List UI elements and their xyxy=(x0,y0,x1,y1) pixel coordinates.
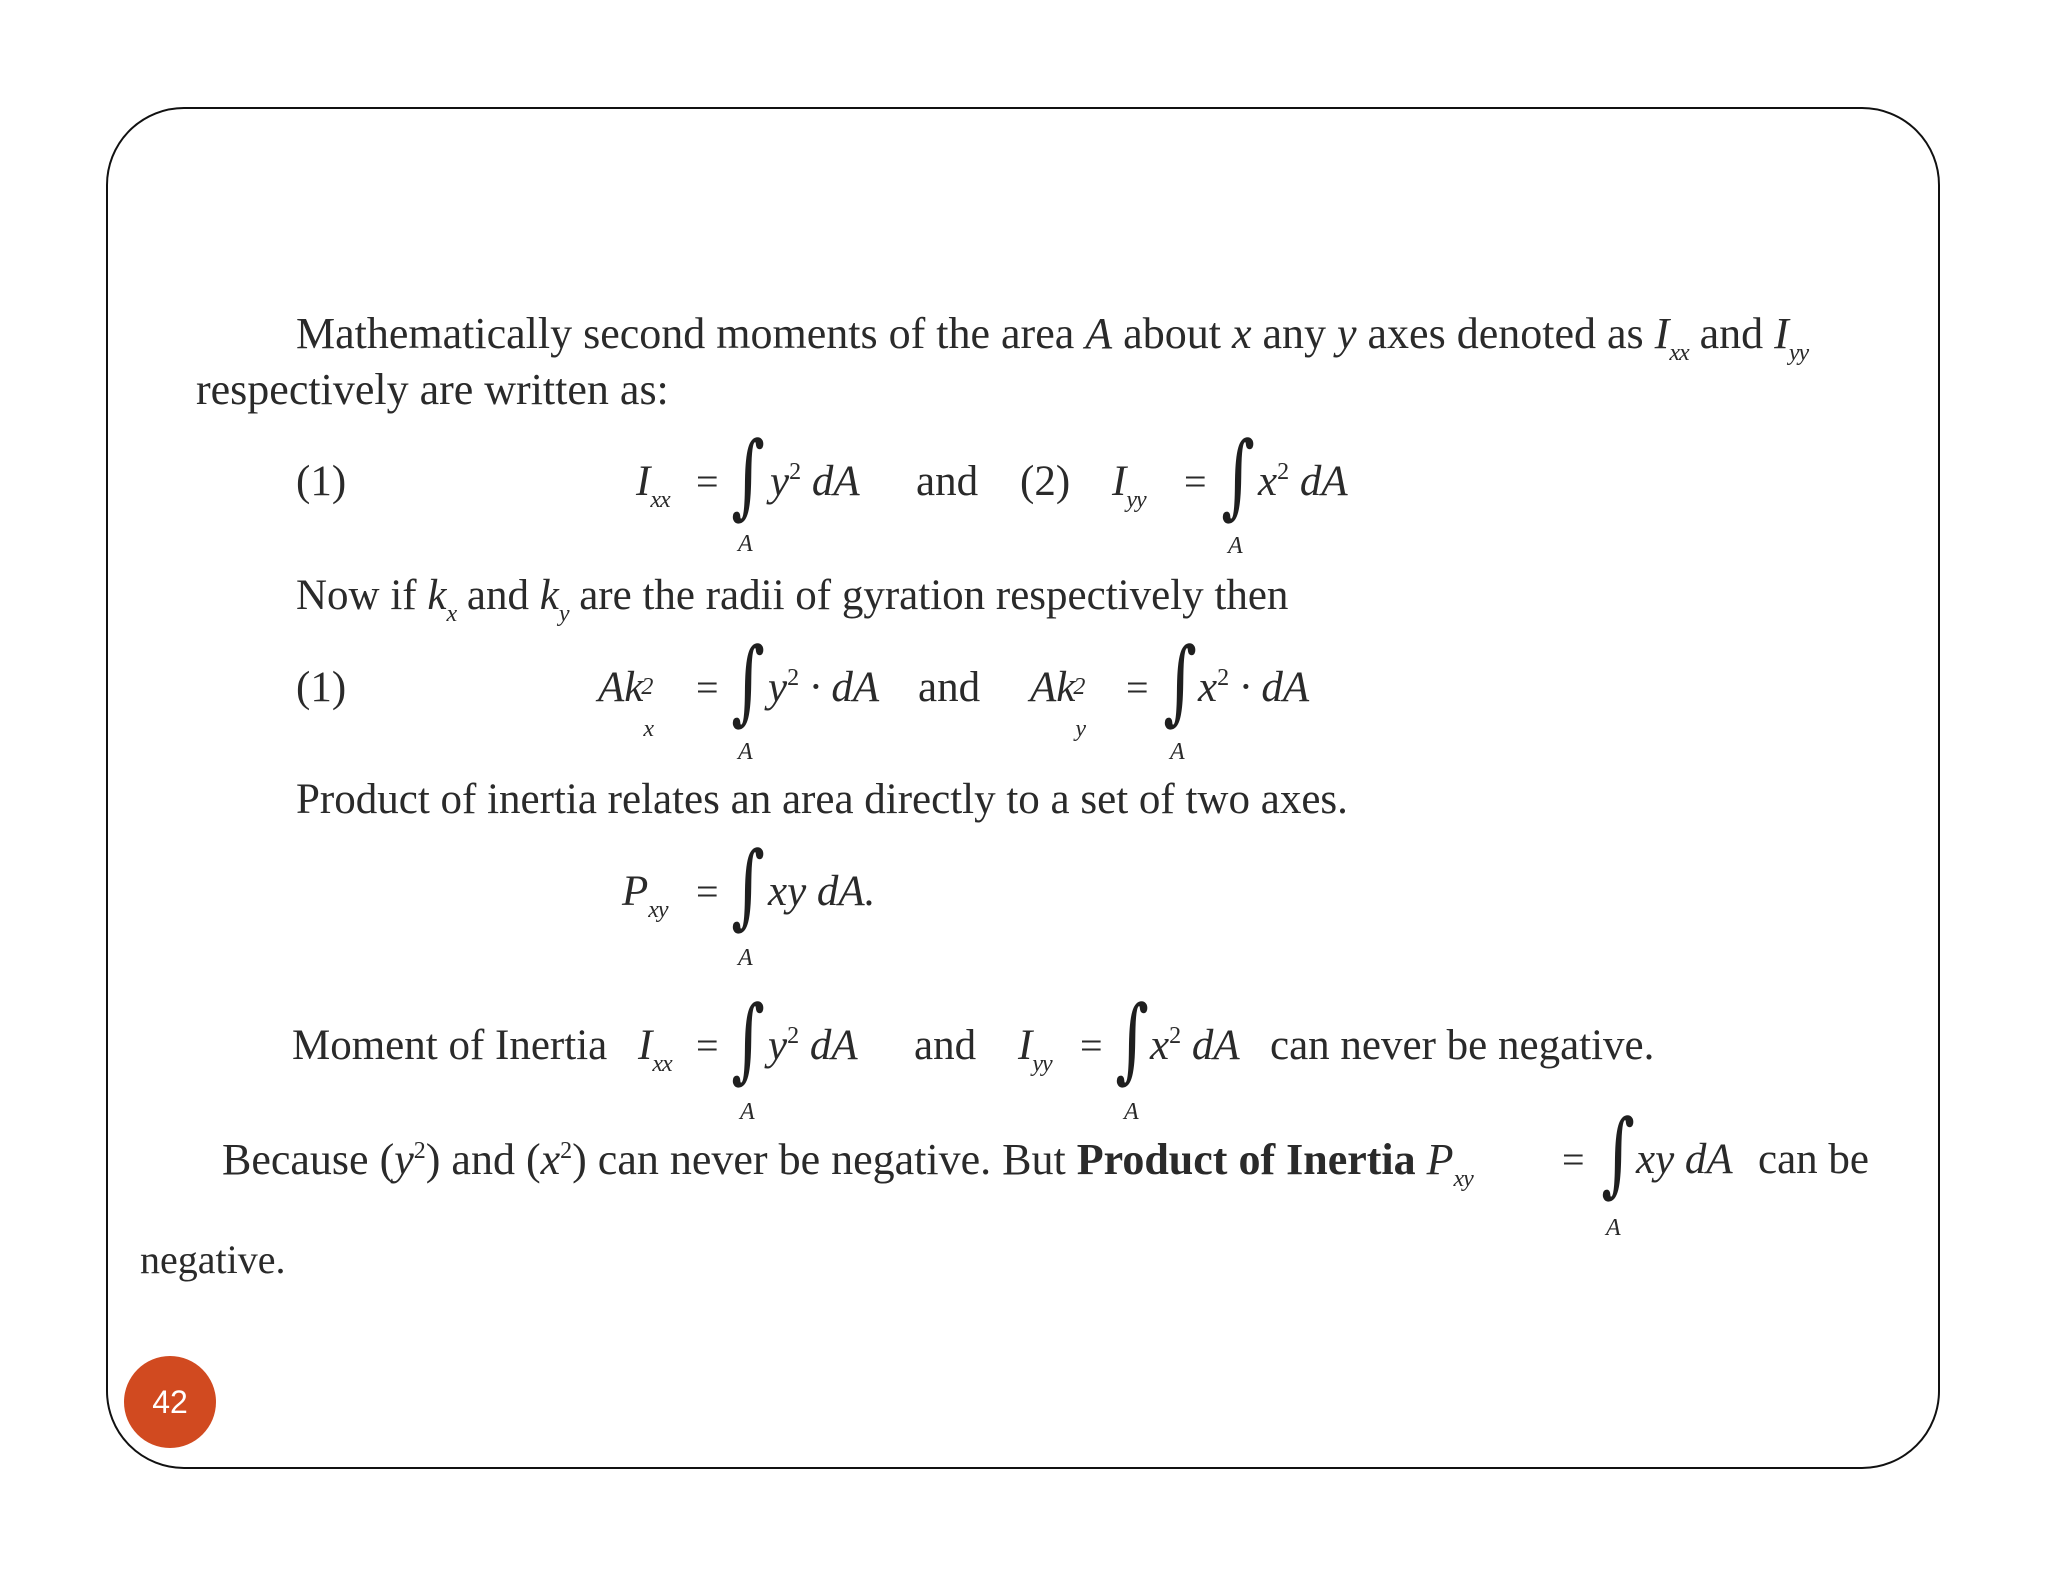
eq1-and: and xyxy=(916,458,979,505)
eq1-limit-2: A xyxy=(1228,533,1243,559)
eq1-lhs2: $I_{yy}$ xyxy=(1112,458,1146,513)
word-any: any xyxy=(1262,309,1326,358)
integral-sign: ∫ xyxy=(731,628,765,735)
eq4-tail: can never be negative. xyxy=(1270,1022,1655,1069)
eq4-equals-2: = xyxy=(1080,1023,1103,1068)
para4-tail: can be xyxy=(1758,1136,1870,1183)
eq4-limit-1: A xyxy=(740,1099,755,1125)
var-Ixx: I xyxy=(1654,309,1670,358)
page-number-badge: 42 xyxy=(124,1356,216,1448)
eq1-integrand-2: $x^2$ dA xyxy=(1258,458,1348,505)
integral-sign: ∫ xyxy=(731,422,765,529)
eq4-integrand-2: $x^2$ dA xyxy=(1150,1022,1240,1069)
var-y: y xyxy=(1337,309,1357,358)
eq2-integrand-1: $y^2$ · dA xyxy=(768,664,880,711)
integral-sign: ∫ xyxy=(1601,1100,1635,1207)
para4-equals: = xyxy=(1562,1137,1585,1182)
para1-line2: respectively are written as: xyxy=(196,365,669,414)
eq4-integrand-1: $y^2$ dA xyxy=(768,1022,858,1069)
eq1-number-2: (2) xyxy=(1020,458,1071,505)
eq3-integrand: xy dA. xyxy=(768,868,876,915)
eq3-limit: A xyxy=(738,945,753,971)
eq2-equals-1: = xyxy=(696,665,719,710)
eq2-number: (1) xyxy=(296,664,347,711)
bold-product-of-inertia: Product of Inertia xyxy=(1076,1135,1416,1184)
para3: Product of inertia relates an area directly to a set of two axes. xyxy=(296,776,1348,823)
eq1-integrand-1: $y^2$ dA xyxy=(770,458,860,505)
eq2-lhs1: Ak 2 x xyxy=(598,664,655,742)
eq4-label: Moment of Inertia xyxy=(292,1022,608,1069)
para4-limit: A xyxy=(1606,1215,1621,1241)
sub-yy: yy xyxy=(1788,340,1809,366)
word-about: about xyxy=(1123,309,1221,358)
eq2-equals-2: = xyxy=(1126,665,1149,710)
eq1-limit-1: A xyxy=(738,531,753,557)
eq1-number-1: (1) xyxy=(296,458,347,505)
eq2-limit-2: A xyxy=(1170,739,1185,765)
var-A: A xyxy=(1085,309,1113,358)
eq4-lhs1: $I_{xx}$ xyxy=(638,1022,672,1077)
var-Iyy: I xyxy=(1774,309,1789,358)
eq2-and: and xyxy=(918,664,981,711)
eq4-and: and xyxy=(914,1022,977,1069)
eq1-equals-2: = xyxy=(1184,459,1207,504)
para4-line1: Because $(y^2)$ and $(x^2)$ can never be negative. But Product of Inertia $P_{xy}$ xyxy=(222,1135,1473,1192)
para1-line1 xyxy=(296,309,1809,366)
integral-sign: ∫ xyxy=(1163,628,1197,735)
eq4-lhs2: $I_{yy}$ xyxy=(1018,1022,1052,1077)
eq4-equals-1: = xyxy=(696,1023,719,1068)
eq4-limit-2: A xyxy=(1124,1099,1139,1125)
sub-xx: xx xyxy=(1669,340,1689,366)
eq1-equals-1: = xyxy=(696,459,719,504)
integral-sign: ∫ xyxy=(731,986,765,1093)
integral-sign: ∫ xyxy=(1115,986,1149,1093)
eq3-equals: = xyxy=(696,869,719,914)
para4-line2: negative. xyxy=(140,1237,286,1282)
eq1-lhs1: $I_{xx}$ xyxy=(636,458,670,513)
eq2-lhs2: Ak 2 y xyxy=(1030,664,1087,742)
var-x: x xyxy=(1231,309,1252,358)
para1-text-start: Mathematically second moments of the area xyxy=(296,309,1075,358)
eq2-limit-1: A xyxy=(738,739,753,765)
word-axes-denoted-as: axes denoted as xyxy=(1367,309,1644,358)
para2: Now if $k_x$ and $k_y$ are the radii of gyration respectively then xyxy=(296,572,1289,627)
eq3-lhs: $P_{xy}$ xyxy=(622,868,668,923)
integral-sign: ∫ xyxy=(731,832,765,939)
para4-integrand: xy dA xyxy=(1636,1136,1733,1183)
word-and: and xyxy=(1699,309,1764,358)
integral-sign: ∫ xyxy=(1221,422,1255,529)
eq2-integrand-2: $x^2$ · dA xyxy=(1198,664,1310,711)
